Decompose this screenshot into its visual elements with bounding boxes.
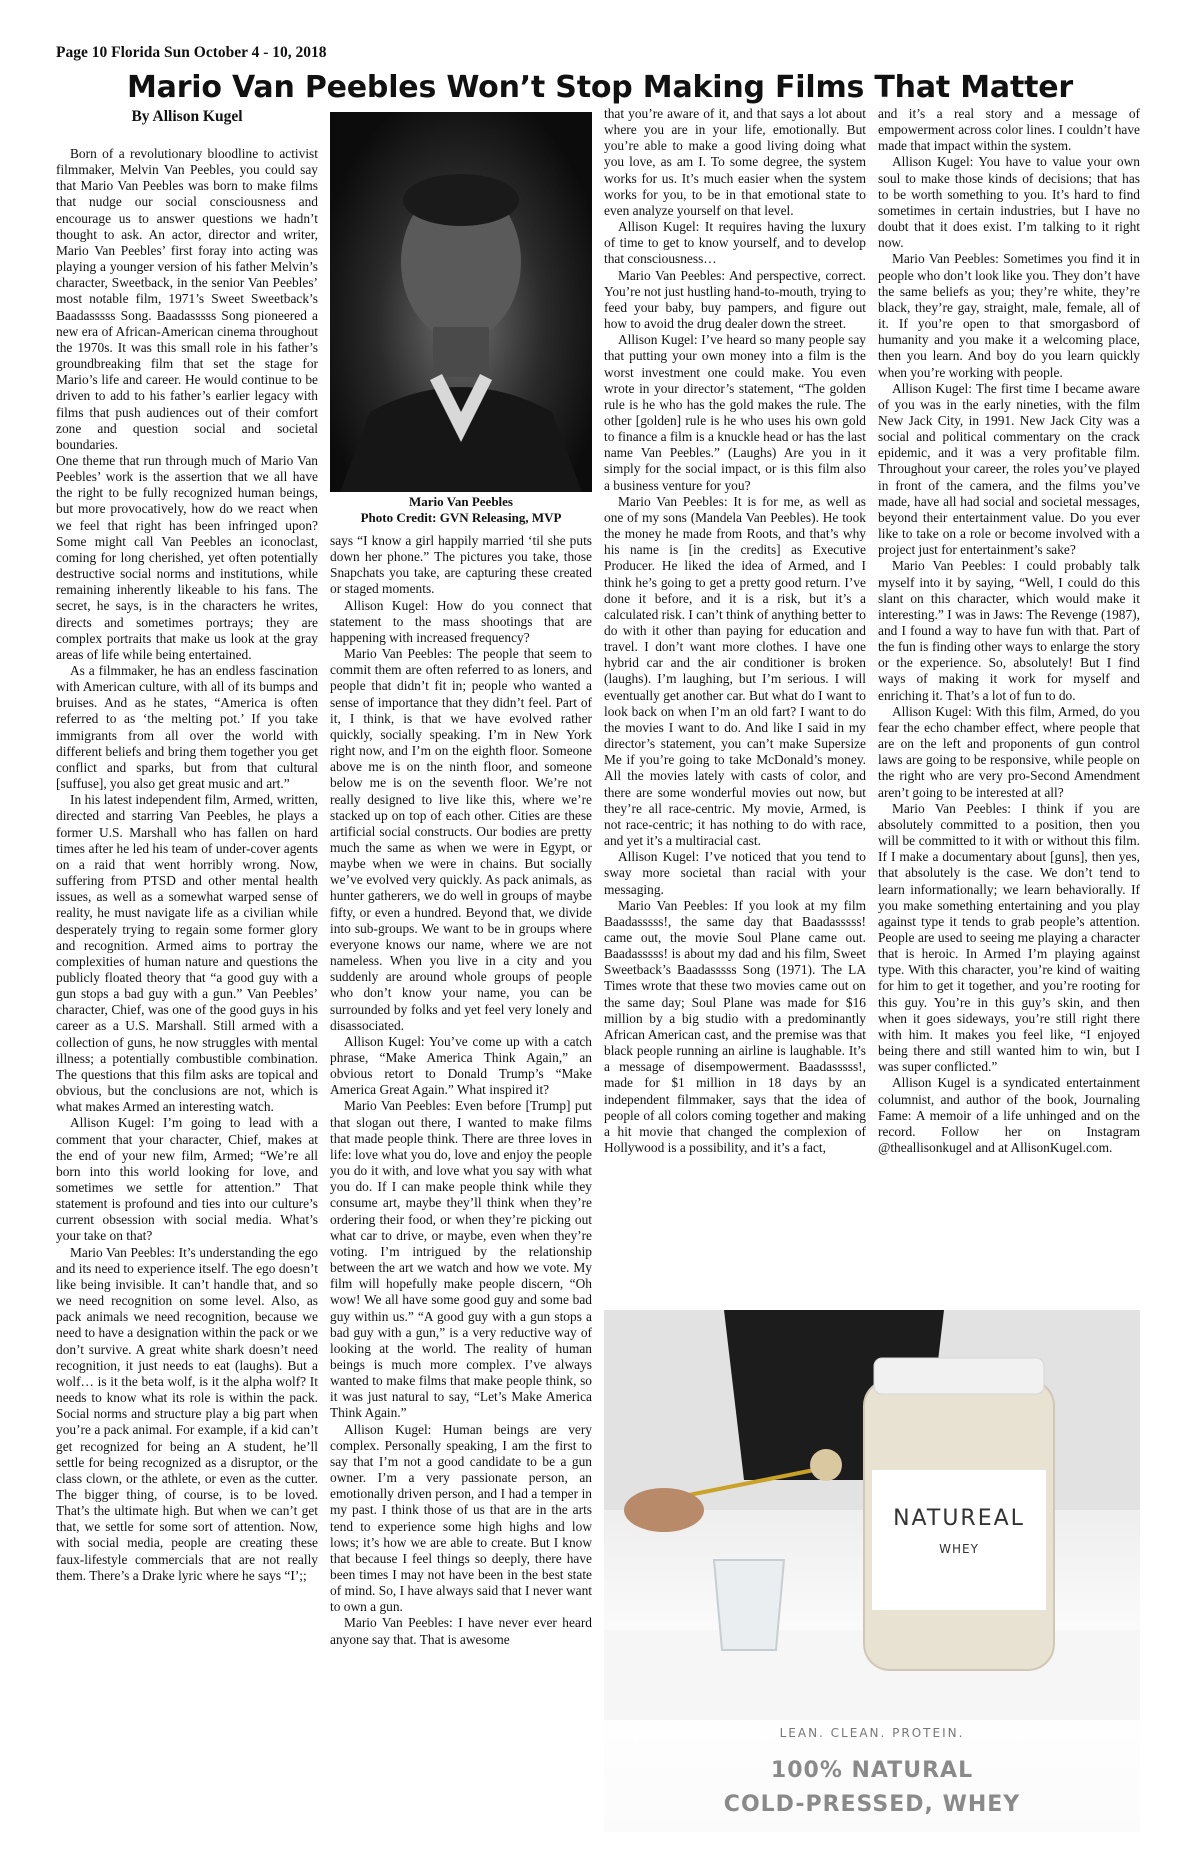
caption-name: Mario Van Peebles	[409, 494, 513, 509]
paragraph: that you’re aware of it, and that says a lot about where you are in your life, emotionally. But you’re able to make a good living doing what you love, as am I. To some degree, the system works for us. It’s much easier when the system works for you, to be in that emotional state to even analyze yourself on that level.	[604, 106, 866, 218]
article-column-4	[878, 106, 1140, 1306]
paragraph: Allison Kugel: You’ve come up with a catch phrase, “Make America Think Again,” an obvious retort to Donald Trump’s “Make America Great Again.” What inspired it?	[330, 1033, 592, 1098]
paragraph: Allison Kugel: I’ve heard so many people say that putting your own money into a film is the worst investment one could make. You even wrote in your director’s statement, “The golden rule is he who has the gold makes the rule. The other [golden] rule is he who uses his own gold to finance a film is a knuckle head or has the last name Van Peebles.” (Laughs) Are you in it simply for the social impact, or is this film also a business venture for you?	[604, 332, 866, 493]
paragraph: Allison Kugel: Human beings are very complex. Personally speaking, I am the first to say that I’m not a good candidate to be a gun owner. I’m a very passionate person, an emotionally driven person, and I had a temper in my past. I think those of us that are in the arts tend to experience some high highs and low lows; it’s how we are able to create. But I know that because I feel things so deeply, there have been times I may not have been in the best state of mind. So, I have always said that I never want to own a gun.	[330, 1421, 592, 1615]
ad-tagline: LEAN. CLEAN. PROTEIN.	[779, 1726, 965, 1740]
article-byline: By Allison Kugel	[131, 108, 243, 125]
paragraph: As a filmmaker, he has an endless fascination with American culture, with all of its bumps and bruises. And as he states, “America is often referred to as ‘the melting pot.’ If you take immigrants from all over the world with different beliefs and bring them together you get conflict and sparks, but from that cultural [suffuse], you also get great music and art.”	[56, 663, 318, 792]
paragraph: says “I know a girl happily married ‘til she puts down her phone.” The pictures you take, those Snapchats you take, are capturing these created or staged moments.	[330, 533, 592, 597]
paragraph: Allison Kugel: You have to value your own soul to make those kinds of decisions; that has to be worth something to you. It’s hard to find sometimes in certain industries, but I have no doubt that it does exist. I’m talking to it right now.	[878, 154, 1140, 251]
portrait-illustration	[330, 112, 592, 492]
paragraph: Mario Van Peebles: I have never ever heard anyone say that. That is awesome	[330, 1615, 592, 1647]
paragraph: Mario Van Peebles: It’s understanding the ego and its need to experience itself. The ego doesn’t like being invisible. It can’t handle that, and so we need recognition on some level. Also, as pack animals we need recognition, because we need to have a designation within the pack or we don’t survive. A great white shark doesn’t need recognition, it just needs to eat (laughs). But a wolf… is it the beta wolf, is it the alpha wolf? It needs to know what its role is within the pack. Social norms and structure play a big part when you’re a pack animal. For example, if a kid can’t get recognized for being an A student, he’ll settle for being recognized as a disruptor, or the class clown, or the athlete, or even as the cutter. The bigger thing, of course, is to be loved. That’s the ultimate high. But when we can’t get that, we settle for some sort of attention. Now, with social media, people are creating these faux-lifestyle commercials that are not really them. There’s a Drake lyric where he says “I’;;	[56, 1244, 318, 1583]
article-headline: Mario Van Peebles Won’t Stop Making Films That Matter	[127, 70, 1073, 105]
paragraph: Mario Van Peebles: The people that seem to commit them are often referred to as loners, and people that didn’t fit in; people who wanted a sense of importance that they didn’t feel. Part of it, I think, is that we have evolved rather quickly, socially speaking. I’m in New York right now, and I’m on the eighth floor. Someone above me is on the ninth floor, and someone below me is on the seventh floor. We’re not really designed to live like this, where we’re stacked up on top of each other. Cities are these artificial social constructs. Our bodies are pretty much the same as when we were in Egypt, or maybe when we were in chains. But socially we’ve evolved very quickly. As pack animals, as hunter gatherers, we do well in groups of maybe fifty, or even a hundred. Beyond that, we divide into sub-groups. We want to be in groups where everyone knows our name, where we are not nameless. When you live in a city and you suddenly are around whole groups of people who don’t know your name, you can be surrounded by folks and yet feel very lonely and disassociated.	[330, 646, 592, 1033]
photo-caption	[330, 494, 592, 526]
ad-headline-1: 100% NATURAL	[770, 1758, 974, 1783]
author-bio: Allison Kugel is a syndicated entertainment columnist, and author of the book, Journaling Fame: A memoir of a life unhinged and on the record. Follow her on Instagram @theallisonkugel and at AllisonKugel.com.	[878, 1075, 1140, 1155]
paragraph: Mario Van Peebles: And perspective, correct. You’re not just hustling hand-to-mouth, trying to feed your baby, buy pampers, and figure out how to avoid the drug dealer down the street.	[604, 267, 866, 332]
ad-headline-2: COLD-PRESSED, WHEY	[723, 1792, 1021, 1817]
paragraph: Allison Kugel: With this film, Armed, do you fear the echo chamber effect, where people that are on the left and proponents of gun control laws are going to be responsive, while people on the right who are very pro-Second Amendment aren’t going to be interested at all?	[878, 703, 1140, 800]
page-folio: Page 10 Florida Sun October 4 - 10, 2018	[56, 44, 327, 61]
paragraph: Mario Van Peebles: Sometimes you find it in people who don’t look like you. They don’t have the same beliefs as you; they’re white, they’re black, they’re gay, straight, male, female, all of it. If you’re open to that smorgasbord of humanity and you make it a welcoming place, then you learn. And boy do you learn quickly when you’re working with people.	[878, 251, 1140, 380]
paragraph: Mario Van Peebles: I think if you are absolutely committed to a position, then you will be committed to it with or without this film. If I make a documentary about [guns], then yes, that absolutely is the case. We don’t tend to learn informationally; we learn behaviorally. If you make something entertaining and you play against type it tends to grab people’s attention. People are used to seeing me playing a character that is heroic. In Armed I’m playing against type. With this character, you’re kind of waiting for him to get it together, and you’re rooting for this guy. You’re in this guy’s skin, and then when it goes sideways, you’re still right there with him. It makes you feel like, “I enjoyed being there and still wanted him to win, but I was super conflicted.”	[878, 800, 1140, 1075]
paragraph: In his latest independent film, Armed, written, directed and starring Van Peebles, he plays a former U.S. Marshall who has fallen on hard times after he led his team of under-cover agents on a raid that went horribly wrong. Now, suffering from PTSD and other mental health issues, as well as a somewhat warped sense of reality, he must navigate life as a civilian while desperately trying to regain some former glory and recognition. Armed aims to portray the complexities of human nature and questions the publicly floated theory that “a good guy with a gun stops a bad guy with a gun.” Van Peebles’ character, Chief, was one of the good guys in his career as a U.S. Marshall. Still armed with a collection of guns, he now struggles with mental illness; a potentially combustible combination. The questions that this film asks are topical and obvious, but the conclusions are not, which is what makes Armed an interesting watch.	[56, 792, 318, 1115]
portrait-photo	[330, 112, 592, 492]
paragraph: Allison Kugel: I’m going to lead with a comment that your character, Chief, makes at the end of your new film, Armed; “We’re all born into this world looking for love, and sometimes we settle for attention.” That statement is profound and ties into our culture’s current obsession with social media. What’s your take on that?	[56, 1115, 318, 1244]
paragraph: Mario Van Peebles: Even before [Trump] put that slogan out there, I wanted to make films that made people think. There are three loves in life: love what you do, love and enjoy the people you do it with, and love what you say with what you do. If I can make people think while they consume art, maybe they’ll think when they’re ordering their food, or when they’re picking out what car to drive, or maybe, even when they’re voting. I’m intrigued by the relationship between the art we watch and how we vote. My film will hopefully make people discern, “Oh wow! We all have some good guy and some bad guy within us.” “A good guy with a gun stops a bad guy with a gun,” is a very reductive way of looking at the world. The reality of human beings is much more complex. I’ve always wanted to make films that make people think, so it was just natural to say, “Let’s Make America Think Again.”	[330, 1098, 592, 1421]
paragraph: Allison Kugel: The first time I became aware of you was in the early nineties, with the film New Jack City, in 1991. New Jack City was a social and political commentary on the crack epidemic, and it was a very profitable film. Throughout your career, the roles you’ve played in front of the camera, and the films you’ve made, have all had social and societal messages, beyond their entertainment value. Do you ever like to take on a role or become involved with a project just for entertainment’s sake?	[878, 380, 1140, 558]
ad-product: WHEY	[939, 1542, 979, 1556]
article-column-2	[330, 533, 592, 1831]
paragraph: Mario Van Peebles: If you look at my film Baadasssss!, the same day that Baadasssss! came out, the movie Soul Plane came out. Baadasssss! is about my dad and his film, Sweet Sweetback’s Baadasssss Song (1971). The LA Times wrote that these two movies came out on the same day; Soul Plane was made for $16 million by a big studio with a predominantly African American cast, and the premise was that black people running an airline is laughable. It’s a message of disempowerment. Baadasssss!, made for $1 million in 18 days by an independent filmmaker, says that the idea of people of all colors coming together and making a hit movie that changed the complexion of Hollywood is a possibility, and it’s a fact,	[604, 897, 866, 1155]
whey-protein-advertisement	[604, 1310, 1140, 1832]
paragraph: One theme that run through much of Mario Van Peebles’ work is the assertion that we all have the right to be fully recognized human beings, but more provocatively, how do we react when we feel that right has been infringed upon? Some might call Van Peebles an iconoclast, coming for long cherished, yet often potentially destructive social norms and institutions, while remaining inherently likeable to his fans. The secret, he says, is in the characters he writes, directs and sometimes portrays; they are complex portraits that make us look at the gray areas of life while being entertained.	[56, 452, 318, 662]
paragraph: Mario Van Peebles: It is for me, as well as one of my sons (Mandela Van Peebles). He took the money he made from Roots, and that’s why his name is [in the credits] as Executive Producer. He liked the idea of Armed, and I think he’s going to get a pretty good return. I’ve done it before, and it is a risk, but it’s a calculated risk. I can’t think of anything better to do with it other than paying for education and travel. I don’t want more clothes. I have one hybrid car and the air conditioner is broken (laughs). I’m laughing, but I’m serious. I will eventually get another car. But what do I want to look back on when I’m an old fart? I want to do the movies I want to do. And like I said in my director’s statement, you can’t make Supersize Me if you’re going to take McDonald’s money. All the movies lately with casts of color, and there are some wonderful movies out now, but they’re all race-centric. My movie, Armed, is not race-centric; it has nothing to do with race, and yet it’s a multiracial cast.	[604, 493, 866, 849]
paragraph: Mario Van Peebles: I could probably talk myself into it by saying, “Well, I could do this slant on this character, which would make it interesting.” I was in Jaws: The Revenge (1987), and I found a way to have fun with that. Part of the fun is finding other ways to enlarge the story or the experience. So, absolutely! But I find ways of making it work for myself and enriching it. That’s a lot of fun to do.	[878, 558, 1140, 703]
caption-credit: Photo Credit: GVN Releasing, MVP	[360, 510, 562, 525]
paragraph: Allison Kugel: I’ve noticed that you tend to sway more societal than racial with your messaging.	[604, 849, 866, 897]
paragraph: and it’s a real story and a message of empowerment across color lines. I couldn’t have made that impact within the system.	[878, 106, 1140, 154]
article-column-1	[56, 146, 318, 1831]
ad-brand: NATUREAL	[893, 1506, 1025, 1531]
article-column-3	[604, 106, 866, 1306]
paragraph: Allison Kugel: It requires having the luxury of time to get to know yourself, and to develop that consciousness…	[604, 219, 866, 267]
paragraph: Allison Kugel: How do you connect that statement to the mass shootings that are happening with increased frequency?	[330, 597, 592, 645]
paragraph: Born of a revolutionary bloodline to activist filmmaker, Melvin Van Peebles, you could say that Mario Van Peebles was born to make films that nudge our social consciousness and encourage us to answer questions we hadn’t thought to ask. An actor, director and writer, Mario Van Peebles’ first foray into acting was playing a younger version of his father Melvin’s character, Sweetback, in the senior Van Peebles’ most notable film, 1971’s Sweet Sweetback’s Baadasssss Song. Baadasssss Song pioneered a new era of African-American cinema throughout the 1970s. It was this small role in his father’s groundbreaking film that set the stage for Mario’s life and career. He would continue to be driven to add to his father’s earlier legacy with films that push audiences out of their comfort zone and question social and societal boundaries.	[56, 146, 318, 452]
